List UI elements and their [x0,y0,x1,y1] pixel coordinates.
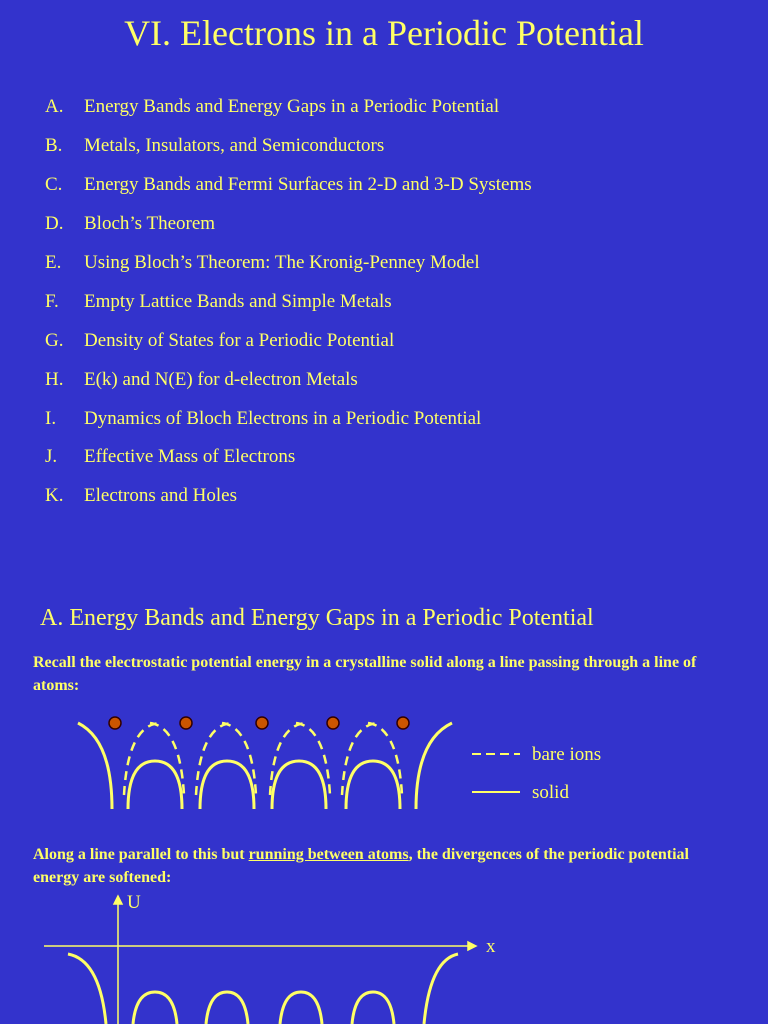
soft-hump [352,992,394,1024]
legend-solid: solid [532,782,569,803]
soft-edge-right [424,954,458,1024]
toc-text: Energy Bands and Energy Gaps in a Periodic Potential [84,96,500,118]
toc-item-j [45,438,532,477]
toc-text: Electrons and Holes [84,485,238,507]
toc-item-e [45,244,532,283]
toc-item-d [45,205,532,244]
toc-text: Energy Bands and Fermi Surfaces in 2-D and 3-D Systems [84,174,532,196]
x-axis-label: x [486,936,496,957]
solid-edge-right [416,723,452,809]
toc-letter: C. [45,174,63,196]
solid-edge-left [78,723,112,809]
solid-hump [272,761,326,809]
table-of-contents [45,88,532,516]
toc-item-b [45,127,532,166]
softened-potential-diagram [0,890,768,1024]
para-text: Along a line parallel to this but [33,846,249,863]
toc-letter: J. [45,446,58,468]
softened-paragraph [33,843,733,889]
toc-text: E(k) and N(E) for d-electron Metals [84,368,358,390]
x-axis-arrow [468,942,476,950]
y-axis-label: U [127,892,141,913]
atom-line-potential-diagram [0,705,768,825]
toc-text: Dynamics of Bloch Electrons in a Periodic Potential [84,407,482,429]
toc-letter: B. [45,135,63,157]
toc-text: Empty Lattice Bands and Simple Metals [84,290,392,312]
toc-letter: H. [45,368,64,390]
y-axis-arrow [114,896,122,904]
solid-hump [200,761,254,809]
toc-item-c [45,166,532,205]
para-underlined-text: running between atoms [248,846,409,863]
atom [327,717,339,729]
toc-text: Bloch’s Theorem [84,213,216,235]
toc-letter: F. [45,290,59,312]
toc-item-a [45,88,532,127]
toc-letter: D. [45,213,64,235]
toc-letter: G. [45,329,64,351]
toc-item-i [45,399,532,438]
solid-hump [346,761,400,809]
toc-item-f [45,282,532,321]
intro-paragraph: Recall the electrostatic potential energy in a crystalline solid along a line passing through a line of atoms: [33,654,697,694]
legend-bare-ions: bare ions [532,744,602,765]
solid-hump [128,761,182,809]
toc-text: Metals, Insulators, and Semiconductors [84,135,385,157]
soft-hump [280,992,322,1024]
toc-item-k [45,477,532,516]
toc-text: Effective Mass of Electrons [84,446,296,468]
toc-letter: I. [45,407,57,429]
atom [180,717,192,729]
atom [397,717,409,729]
para-text: , the divergences of the periodic potential energy are softened: [33,846,689,886]
soft-edge-left [68,954,106,1024]
section-heading: A. Energy Bands and Energy Gaps in a Periodic Potential [40,605,594,631]
toc-text: Using Bloch’s Theorem: The Kronig-Penney Model [84,252,480,273]
atom [109,717,121,729]
toc-item-g [45,321,532,360]
toc-letter: E. [45,252,62,273]
soft-hump [206,992,248,1024]
atom [256,717,268,729]
toc-text: Density of States for a Periodic Potential [84,329,395,351]
page-title: VI. Electrons in a Periodic Potential [124,13,644,53]
toc-letter: A. [45,96,64,118]
soft-hump [133,992,177,1024]
toc-letter: K. [45,485,64,507]
toc-item-h [45,360,532,399]
